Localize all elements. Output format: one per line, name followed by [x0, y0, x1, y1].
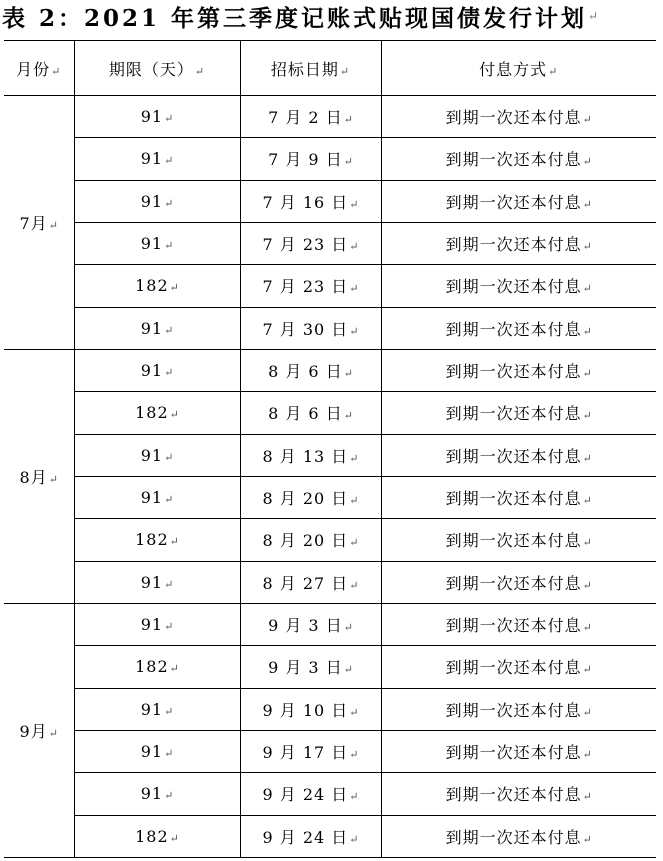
date-cell: 8 月 20 日↵	[240, 476, 381, 518]
table-row	[4, 561, 656, 603]
paragraph-mark: ↵	[164, 196, 174, 210]
payment-cell: 到期一次还本付息↵	[381, 603, 656, 645]
payment-cell: 到期一次还本付息↵	[381, 730, 656, 772]
paragraph-mark: ↵	[582, 705, 592, 719]
term-cell: 91↵	[74, 222, 240, 264]
paragraph-mark: ↵	[169, 281, 179, 295]
payment-cell: 到期一次还本付息↵	[381, 476, 656, 518]
term-cell: 91↵	[74, 307, 240, 349]
term-cell: 91↵	[74, 603, 240, 645]
payment-cell: 到期一次还本付息↵	[381, 561, 656, 603]
payment-cell: 到期一次还本付息↵	[381, 815, 656, 857]
table-row	[4, 307, 656, 349]
table-row	[4, 222, 656, 264]
date-cell: 7 月 23 日↵	[240, 265, 381, 307]
payment-cell: 到期一次还本付息↵	[381, 138, 656, 180]
paragraph-mark: ↵	[349, 494, 359, 508]
header-payment: 付息方式↵	[381, 41, 656, 96]
paragraph-mark: ↵	[349, 536, 359, 550]
term-cell: 91↵	[74, 138, 240, 180]
paragraph-mark: ↵	[169, 662, 179, 676]
table-row	[4, 519, 656, 561]
table-row	[4, 392, 656, 434]
paragraph-mark: ↵	[164, 493, 174, 507]
table-row	[4, 180, 656, 222]
term-cell: 182↵	[74, 265, 240, 307]
paragraph-mark: ↵	[349, 748, 359, 762]
term-cell: 182↵	[74, 519, 240, 561]
term-cell: 91↵	[74, 561, 240, 603]
term-cell: 91↵	[74, 688, 240, 730]
date-cell: 7 月 16 日↵	[240, 180, 381, 222]
paragraph-mark: ↵	[582, 155, 592, 169]
payment-cell: 到期一次还本付息↵	[381, 307, 656, 349]
table-row	[4, 138, 656, 180]
payment-cell: 到期一次还本付息↵	[381, 180, 656, 222]
term-cell: 182↵	[74, 646, 240, 688]
term-cell: 91↵	[74, 434, 240, 476]
paragraph-mark: ↵	[164, 450, 174, 464]
paragraph-mark: ↵	[582, 197, 592, 211]
paragraph-mark: ↵	[582, 451, 592, 465]
table-row	[4, 815, 656, 857]
paragraph-mark: ↵	[349, 451, 359, 465]
payment-cell: 到期一次还本付息↵	[381, 519, 656, 561]
date-cell: 7 月 9 日↵	[240, 138, 381, 180]
month-cell: 7月↵	[4, 96, 74, 350]
table-row	[4, 265, 656, 307]
payment-cell: 到期一次还本付息↵	[381, 773, 656, 815]
paragraph-mark: ↵	[169, 535, 179, 549]
table-row	[4, 96, 656, 138]
header-row	[4, 41, 656, 96]
paragraph-mark: ↵	[169, 408, 179, 422]
paragraph-mark: ↵	[548, 64, 559, 78]
paragraph-mark: ↵	[349, 578, 359, 592]
paragraph-mark: ↵	[194, 64, 206, 78]
payment-cell: 到期一次还本付息↵	[381, 392, 656, 434]
paragraph-mark: ↵	[164, 747, 174, 761]
paragraph-mark: ↵	[164, 112, 174, 126]
date-cell: 8 月 13 日↵	[240, 434, 381, 476]
paragraph-mark: ↵	[349, 705, 359, 719]
paragraph-mark: ↵	[349, 832, 359, 846]
paragraph-mark: ↵	[164, 789, 174, 803]
paragraph-mark: ↵	[169, 831, 179, 845]
paragraph-mark: ↵	[582, 282, 592, 296]
table-row	[4, 349, 656, 391]
paragraph-mark: ↵	[582, 748, 592, 762]
paragraph-mark: ↵	[164, 154, 174, 168]
paragraph-mark: ↵	[582, 324, 592, 338]
term-cell: 182↵	[74, 815, 240, 857]
date-cell: 9 月 3 日↵	[240, 646, 381, 688]
paragraph-mark: ↵	[343, 155, 353, 169]
paragraph-mark: ↵	[582, 113, 592, 127]
paragraph-mark: ↵	[582, 578, 592, 592]
paragraph-mark: ↵	[588, 9, 599, 23]
paragraph-mark: ↵	[48, 472, 58, 486]
payment-cell: 到期一次还本付息↵	[381, 265, 656, 307]
paragraph-mark: ↵	[164, 577, 174, 591]
paragraph-mark: ↵	[343, 663, 353, 677]
payment-cell: 到期一次还本付息↵	[381, 688, 656, 730]
term-cell: 91↵	[74, 180, 240, 222]
date-cell: 9 月 24 日↵	[240, 773, 381, 815]
paragraph-mark: ↵	[164, 704, 174, 718]
paragraph-mark: ↵	[582, 367, 592, 381]
paragraph-mark: ↵	[164, 620, 174, 634]
paragraph-mark: ↵	[343, 409, 353, 423]
date-cell: 9 月 10 日↵	[240, 688, 381, 730]
term-cell: 91↵	[74, 476, 240, 518]
table-body	[4, 96, 656, 858]
paragraph-mark: ↵	[582, 663, 592, 677]
bond-issuance-table	[4, 40, 656, 858]
date-cell: 7 月 23 日↵	[240, 222, 381, 264]
payment-cell: 到期一次还本付息↵	[381, 222, 656, 264]
header-date: 招标日期↵	[240, 41, 381, 96]
paragraph-mark: ↵	[582, 409, 592, 423]
paragraph-mark: ↵	[582, 832, 592, 846]
paragraph-mark: ↵	[51, 64, 62, 78]
paragraph-mark: ↵	[48, 218, 58, 232]
term-cell: 182↵	[74, 392, 240, 434]
paragraph-mark: ↵	[349, 282, 359, 296]
paragraph-mark: ↵	[164, 323, 174, 337]
date-cell: 8 月 6 日↵	[240, 349, 381, 391]
paragraph-mark: ↵	[349, 324, 359, 338]
table-row	[4, 434, 656, 476]
date-cell: 9 月 17 日↵	[240, 730, 381, 772]
table-row	[4, 476, 656, 518]
term-cell: 91↵	[74, 730, 240, 772]
date-cell: 8 月 27 日↵	[240, 561, 381, 603]
paragraph-mark: ↵	[343, 113, 353, 127]
term-cell: 91↵	[74, 773, 240, 815]
document-title: 表 2：2021 年第三季度记账式贴现国债发行计划↵	[2, 5, 599, 32]
paragraph-mark: ↵	[164, 366, 174, 380]
paragraph-mark: ↵	[164, 239, 174, 253]
table-row	[4, 730, 656, 772]
paragraph-mark: ↵	[343, 367, 353, 381]
paragraph-mark: ↵	[339, 64, 351, 78]
paragraph-mark: ↵	[349, 790, 359, 804]
paragraph-mark: ↵	[343, 621, 353, 635]
month-cell: 9月↵	[4, 603, 74, 857]
paragraph-mark: ↵	[349, 197, 359, 211]
term-cell: 91↵	[74, 349, 240, 391]
date-cell: 9 月 3 日↵	[240, 603, 381, 645]
date-cell: 8 月 6 日↵	[240, 392, 381, 434]
paragraph-mark: ↵	[582, 621, 592, 635]
date-cell: 8 月 20 日↵	[240, 519, 381, 561]
payment-cell: 到期一次还本付息↵	[381, 96, 656, 138]
date-cell: 7 月 30 日↵	[240, 307, 381, 349]
payment-cell: 到期一次还本付息↵	[381, 434, 656, 476]
payment-cell: 到期一次还本付息↵	[381, 646, 656, 688]
paragraph-mark: ↵	[349, 240, 359, 254]
table-row	[4, 773, 656, 815]
paragraph-mark: ↵	[582, 790, 592, 804]
table-row	[4, 646, 656, 688]
header-term: 期限（天）↵	[74, 41, 240, 96]
payment-cell: 到期一次还本付息↵	[381, 349, 656, 391]
paragraph-mark: ↵	[582, 494, 592, 508]
term-cell: 91↵	[74, 96, 240, 138]
paragraph-mark: ↵	[48, 726, 58, 740]
paragraph-mark: ↵	[582, 240, 592, 254]
date-cell: 9 月 24 日↵	[240, 815, 381, 857]
table-row	[4, 603, 656, 645]
date-cell: 7 月 2 日↵	[240, 96, 381, 138]
header-month: 月份↵	[4, 41, 74, 96]
paragraph-mark: ↵	[582, 536, 592, 550]
table-row	[4, 688, 656, 730]
month-cell: 8月↵	[4, 349, 74, 603]
